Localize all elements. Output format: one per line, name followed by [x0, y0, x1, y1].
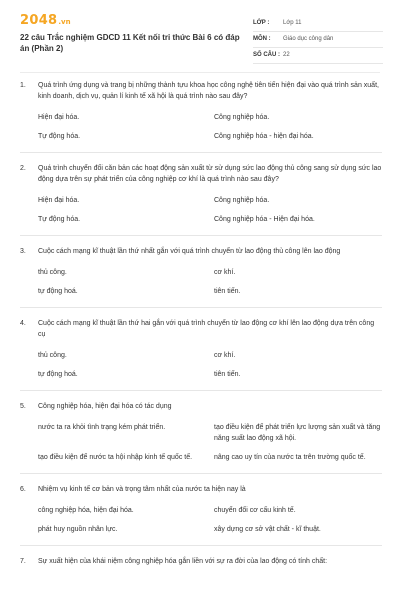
- answer-option[interactable]: Hiện đại hóa.: [38, 197, 80, 204]
- question-body: Nhiệm vụ kinh tế cơ bản và trọng tâm nhất của nước ta hiện nay là: [38, 486, 246, 493]
- question-list: [20, 80, 382, 577]
- question-body: Quá trình ứng dụng và trang bị những thành tựu khoa học công nghệ tiên tiến hiện đại vào quá trình sản xuất, kinh doanh, dịch vụ, quản lí kinh tế xã hội là quá trình nào sau đây?: [38, 82, 379, 100]
- question-body: Quá trình chuyển đổi căn bản các hoạt động sản xuất từ sử dụng sức lao động thủ công sang sử dụng sức lao động dựa trên sự phát triển của công nghiệp cơ khí là quá trình nào sau đây?: [38, 165, 382, 183]
- question-number: 1.: [20, 82, 26, 89]
- answer-grid: [20, 495, 382, 535]
- meta-row-count: [253, 48, 383, 64]
- answer-option[interactable]: Công nghiệp hóa - hiện đại hóa.: [214, 133, 314, 140]
- meta-row-subject: [253, 32, 383, 48]
- answer-grid: [20, 257, 382, 297]
- question-number: 4.: [20, 320, 26, 327]
- document-title: 22 câu Trắc nghiệm GDCD 11 Kết nối tri thức Bài 6 có đáp án (Phần 2): [20, 33, 240, 53]
- question-text: [20, 484, 382, 495]
- question-divider: [20, 390, 382, 391]
- question-body: Công nghiệp hóa, hiện đại hóa có tác dụng: [38, 403, 172, 410]
- answer-option[interactable]: Hiện đại hóa.: [38, 114, 80, 121]
- question-divider: [20, 473, 382, 474]
- question-text: [20, 318, 382, 340]
- question-body: Sự xuất hiện của khái niệm công nghiệp hóa gắn liền với sự ra đời của lao động có tính chất:: [38, 558, 328, 565]
- question-divider: [20, 545, 382, 546]
- question-divider: [20, 152, 382, 153]
- answer-option[interactable]: Công nghiệp hóa - Hiện đại hóa.: [214, 216, 315, 223]
- meta-value: Giáo dục công dân: [283, 36, 334, 42]
- answer-option[interactable]: tự động hoá.: [38, 288, 78, 295]
- meta-info: [253, 16, 383, 64]
- question-divider: [20, 235, 382, 236]
- answer-option[interactable]: phát huy nguồn nhân lực.: [38, 526, 118, 533]
- meta-value: 22: [283, 52, 290, 58]
- answer-option[interactable]: chuyển đổi cơ cấu kinh tế.: [214, 507, 296, 514]
- answer-option[interactable]: Công nghiệp hóa.: [214, 114, 270, 121]
- question-number: 5.: [20, 403, 26, 410]
- question-6: [20, 484, 382, 546]
- question-text: [20, 401, 382, 412]
- question-number: 2.: [20, 165, 26, 172]
- question-text: [20, 556, 382, 567]
- question-text: [20, 163, 382, 185]
- answer-grid: [20, 185, 382, 225]
- question-number: 7.: [20, 558, 26, 565]
- meta-value: Lớp 11: [283, 20, 302, 26]
- question-1: [20, 80, 382, 153]
- answer-option[interactable]: tiên tiến.: [214, 288, 241, 295]
- question-4: [20, 318, 382, 391]
- answer-grid: [20, 340, 382, 380]
- answer-option[interactable]: nước ta ra khỏi tình trạng kém phát triển.: [38, 424, 166, 431]
- answer-option[interactable]: Công nghiệp hóa.: [214, 197, 270, 204]
- answer-option[interactable]: tự động hoá.: [38, 371, 78, 378]
- answer-option[interactable]: cơ khí.: [214, 269, 236, 276]
- question-number: 6.: [20, 486, 26, 493]
- meta-row-class: [253, 16, 383, 32]
- answer-option[interactable]: tiên tiến.: [214, 371, 241, 378]
- question-5: [20, 401, 382, 474]
- answer-option[interactable]: công nghiệp hóa, hiện đại hóa.: [38, 507, 134, 514]
- answer-option[interactable]: Tự động hóa.: [38, 133, 81, 140]
- question-text: [20, 246, 382, 257]
- site-logo[interactable]: [20, 12, 71, 28]
- header: [0, 0, 400, 62]
- answer-option[interactable]: Tự động hóa.: [38, 216, 81, 223]
- answer-option[interactable]: nâng cao uy tín của nước ta trên trường quốc tế.: [214, 454, 366, 461]
- question-divider: [20, 307, 382, 308]
- question-body: Cuộc cách mạng kĩ thuật lần thứ nhất gắn với quá trình chuyển từ lao động thủ công lên lao động: [38, 248, 341, 255]
- header-divider: [20, 72, 380, 73]
- question-2: [20, 163, 382, 236]
- answer-option[interactable]: thủ công.: [38, 269, 67, 276]
- question-number: 3.: [20, 248, 26, 255]
- question-text: [20, 80, 382, 102]
- question-7: [20, 556, 382, 567]
- meta-key: LỚP :: [253, 20, 270, 26]
- logo-text: 2048: [20, 13, 58, 28]
- meta-key: MÔN :: [253, 36, 271, 42]
- answer-option[interactable]: tạo điều kiện để phát triển lực lượng sản xuất và tăng năng suất lao động xã hội.: [214, 424, 381, 442]
- answer-option[interactable]: xây dựng cơ sở vật chất - kĩ thuật.: [214, 526, 321, 533]
- answer-grid: [20, 102, 382, 142]
- logo-domain: .vn: [58, 18, 71, 26]
- meta-key: SỐ CÂU :: [253, 52, 280, 58]
- question-body: Cuộc cách mạng kĩ thuật lần thứ hai gắn với quá trình chuyển từ lao động cơ khí lên lao động dựa trên công cụ: [38, 320, 375, 338]
- answer-option[interactable]: tạo điều kiện để nước ta hội nhập kinh tế quốc tế.: [38, 454, 193, 461]
- answer-option[interactable]: thủ công.: [38, 352, 67, 359]
- answer-option[interactable]: cơ khí.: [214, 352, 236, 359]
- answer-grid: [20, 412, 382, 463]
- question-3: [20, 246, 382, 308]
